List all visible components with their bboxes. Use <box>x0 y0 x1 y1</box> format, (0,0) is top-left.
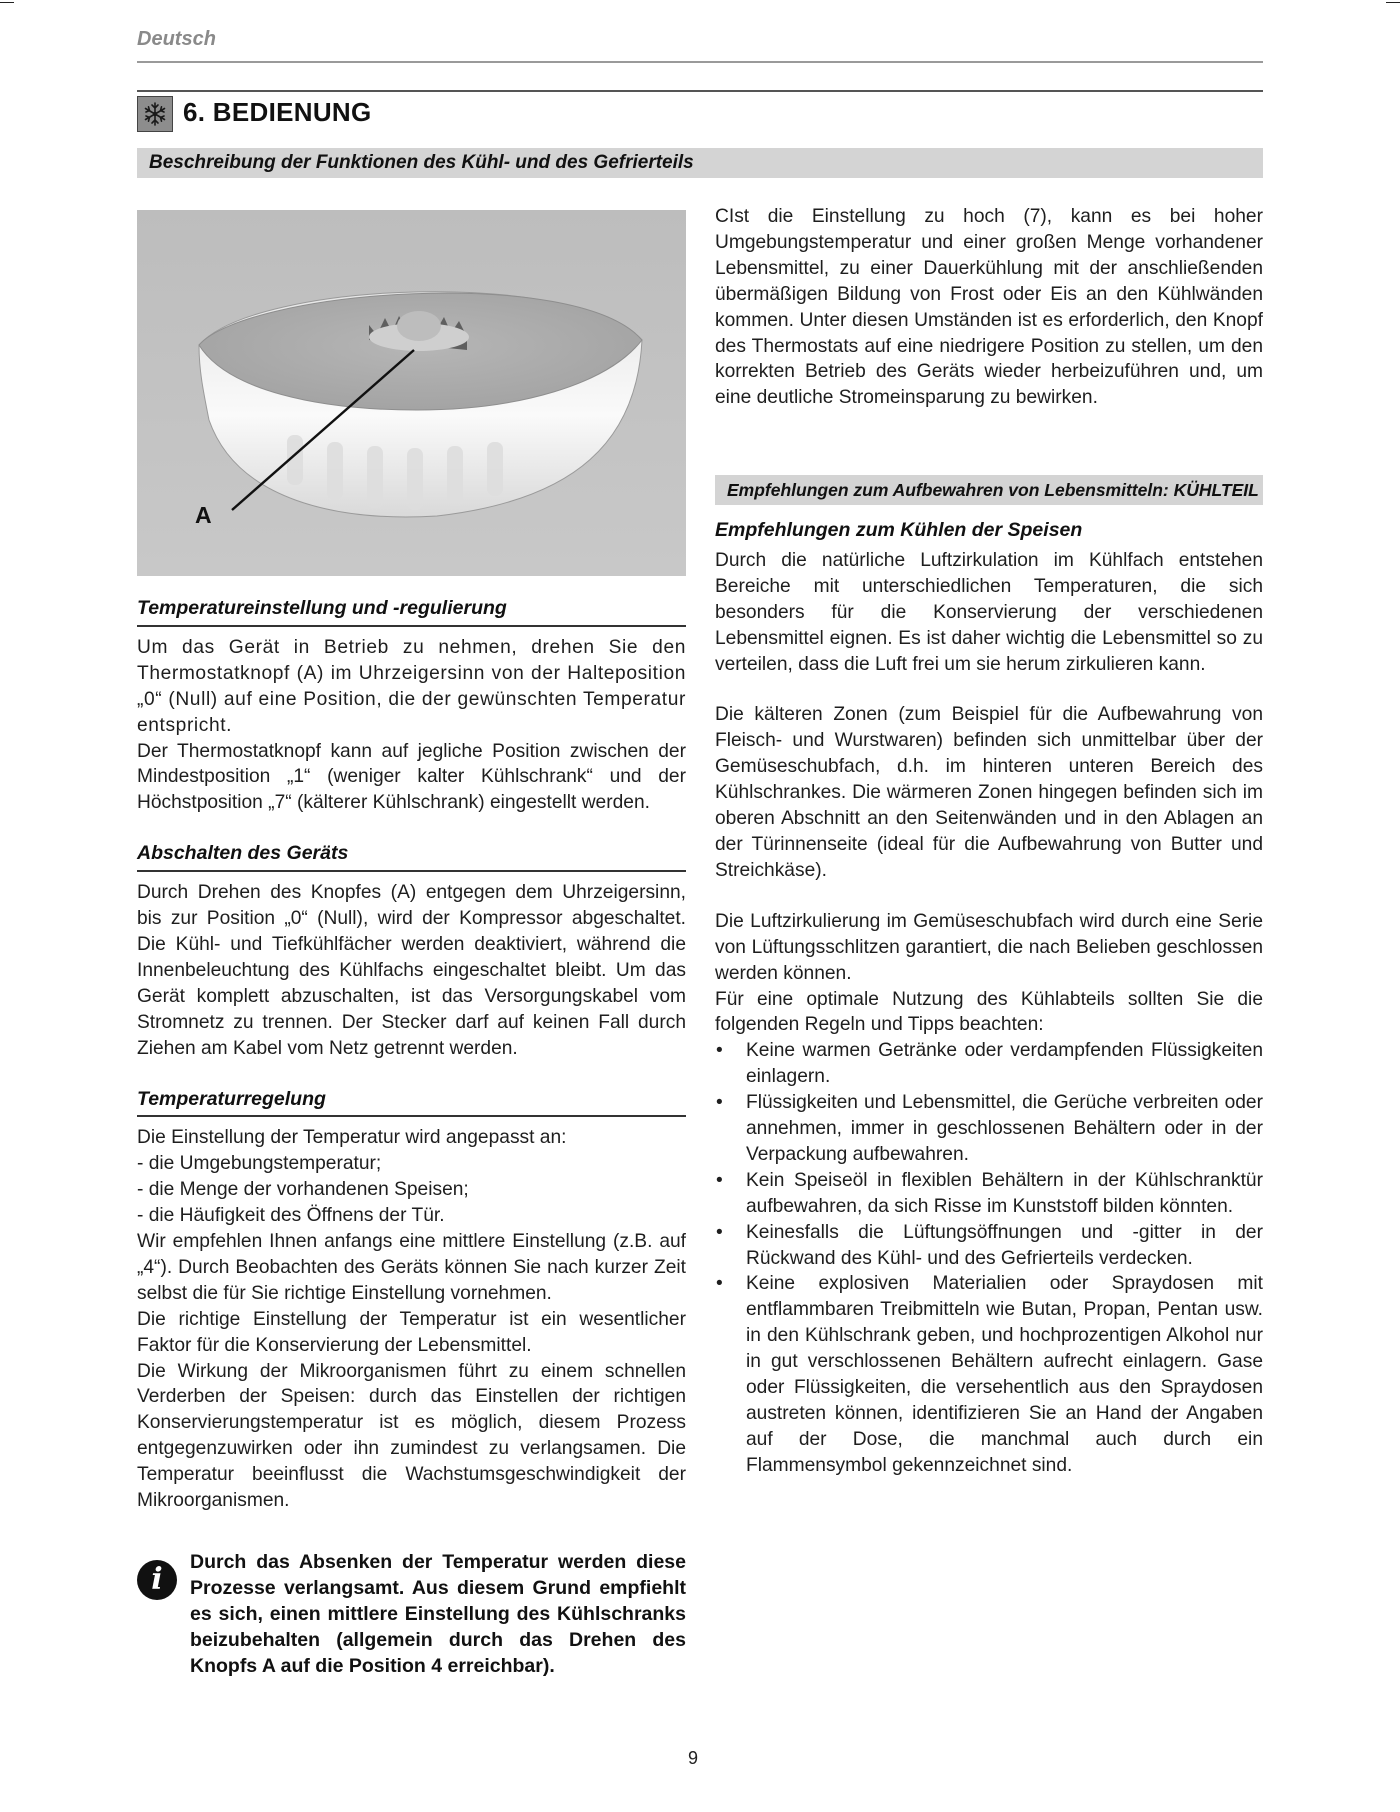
temperature-control-line-2: - die Umgebungstemperatur; <box>137 1153 382 1175</box>
temperature-control-text-1: Wir empfehlen Ihnen anfangs eine mittlere Einstellung (z.B. auf „4“). Durch Beobachten des Geräts können Sie nach kurzer Zeit selbst die für Sie richtige Einstellung vornehmen. <box>137 1231 686 1304</box>
header-divider <box>137 61 1263 63</box>
page-number: 9 <box>688 1748 699 1768</box>
heading-cooling-recommendations: Empfehlungen zum Kühlen der Speisen <box>715 519 1083 541</box>
heading-temperature-setting: Temperatureinstellung und -regulierung <box>137 596 686 627</box>
temperature-control-line-1: Die Einstellung der Temperatur wird angepasst an: <box>137 1127 567 1149</box>
cooling-text-4: Für eine optimale Nutzung des Kühlabteils sollten Sie die folgenden Regeln und Tipps beachten: <box>715 988 1263 1036</box>
section-title: 6. BEDIENUNG <box>183 97 372 127</box>
temperature-control-text-3: Die Wirkung der Mikroorganismen führt zu einem schnellen Verderben der Speisen: durch das Einstellen der richtigen Konservierungstemperatur ist es möglich, diesem Prozess entgegenzuwirken oder ihn zumindest zu verlangsamen. Die Temperatur beeinflusst die Wachstumsgeschwindigkeit der Mikroorganismen. <box>137 1360 686 1512</box>
spacer <box>137 816 686 841</box>
tips-list <box>715 1038 1263 1478</box>
storage-recommendations-title: Empfehlungen zum Aufbewahren von Lebensmitteln: KÜHLTEIL <box>727 479 1259 500</box>
list-item: • Kein Speiseöl in flexiblen Behältern in der Kühlschranktür aufbewahren, da sich Risse im Kunststoff bilden könnten. <box>715 1168 1263 1220</box>
crop-mark-right <box>1386 2 1400 3</box>
list-item: • Keinesfalls die Lüftungsöffnungen und -gitter in der Rückwand des Kühl- und des Gefrierteils verdecken. <box>715 1220 1263 1272</box>
crop-mark-left <box>0 2 14 3</box>
left-column <box>137 596 686 1514</box>
switch-off-text: Durch Drehen des Knopfes (A) entgegen dem Uhrzeigersinn, bis zur Position „0“ (Null), wird der Kompressor abgeschaltet. Die Kühl- und Tiefkühlfächer werden deaktiviert, während die Innenbeleuchtung des Kühlfachs eingeschaltet bleibt. Um das Gerät komplett abzuschalten, ist das Versorgungskabel vom Stromnetz zu trennen. Der Stecker darf auf keinen Fall durch Ziehen am Kabel vom Netz getrennt werden. <box>137 882 686 1059</box>
heading-switch-off: Abschalten des Geräts <box>137 841 686 872</box>
cooling-text-1: Durch die natürliche Luftzirkulation im Kühlfach entstehen Bereiche mit unterschiedlichen Temperaturen, die sich besonders für die Konservierung der verschiedenen Lebensmittel eignen. Es ist daher wichtig die Lebensmittel so zu verteilen, dass die Luft frei um sie herum zirkulieren kann. <box>715 549 1263 675</box>
snowflake-icon <box>137 96 173 132</box>
storage-recommendations-band <box>715 475 1263 505</box>
heading-temperature-control: Temperaturregelung <box>137 1087 686 1118</box>
right-column-intro <box>715 204 1263 411</box>
temperature-control-line-4: - die Häufigkeit des Öffnens der Tür. <box>137 1205 445 1227</box>
right-column <box>715 518 1263 1479</box>
spacer <box>715 677 1263 702</box>
list-item: • Keine explosiven Materialien oder Spraydosen mit entflammbaren Treibmitteln wie Butan, Propan, Pentan usw. in den Kühlschrank geben, und hochprozentigen Alkohol nur in gut verschlossenen Behältern aufrecht einlagern. Gase oder Flüssigkeiten, die versehentlich aus den Spraydosen austreten können, identifizieren Sie an Hand der Angaben auf der Dose, die manchmal auch durch ein Flammensymbol gekennzeichnet sind. <box>715 1271 1263 1478</box>
temperature-setting-text-2: Der Thermostatknopf kann auf jegliche Position zwischen der Mindestposition „1“ (weniger kalter Kühlschrank“ und der Höchstposition „7“ (kälterer Kühlschrank) eingestellt werden. <box>137 740 686 814</box>
figure-label-a: A <box>195 502 212 528</box>
header-language: Deutsch <box>137 28 216 50</box>
info-note-text: Durch das Absenken der Temperatur werden diese Prozesse verlangsamt. Aus diesem Grund empfiehlt es sich, einen mittlere Einstellung des Kühlschranks beizubehalten (allgemein durch das Drehen des Knopfs A auf die Position 4 erreichbar). <box>190 1551 686 1677</box>
spacer <box>137 1062 686 1087</box>
cooling-text-2: Die kälteren Zonen (zum Beispiel für die Aufbewahrung von Fleisch- und Wurstwaren) befinden sich unmittelbar über der Gemüseschubfach, d.h. im hinteren unteren Bereich des Kühlschrankes. Die wärmeren Zonen hingegen befinden sich im oberen Abschnitt an den Seitenwänden und in den Ablagen an der Türinnenseite (ideal für die Aufbewahrung von Butter und Streichkäse). <box>715 704 1263 881</box>
spacer <box>715 884 1263 909</box>
section-subtitle-band <box>137 148 1263 178</box>
list-item: • Keine warmen Getränke oder verdampfenden Flüssigkeiten einlagern. <box>715 1038 1263 1090</box>
thermostat-figure <box>137 210 686 576</box>
section-subtitle: Beschreibung der Funktionen des Kühl- und des Gefrierteils <box>149 152 694 173</box>
info-icon: i <box>137 1560 177 1600</box>
section-divider <box>137 90 1263 92</box>
high-setting-warning-text: CIst die Einstellung zu hoch (7), kann es bei hoher Umgebungstemperatur und einer großen Menge vorhandener Lebensmittel, zu einer Dauerkühlung mit der anschließenden übermäßigen Bildung von Frost oder Eis an den Kühlwänden kommen. Unter diesen Umständen ist es erforderlich, den Knopf des Thermostats auf eine niedrigere Position zu stellen, um den korrekten Betrieb des Geräts wieder herbeizuführen und, um eine deutliche Stromeinsparung zu bewirken. <box>715 206 1263 409</box>
temperature-control-line-3: - die Menge der vorhandenen Speisen; <box>137 1179 469 1201</box>
list-item: • Flüssigkeiten und Lebensmittel, die Gerüche verbreiten oder annehmen, immer in geschlossenen Behältern oder in der Verpackung aufbewahren. <box>715 1090 1263 1168</box>
temperature-setting-text-1: Um das Gerät in Betrieb zu nehmen, drehen Sie den Thermostatknopf (A) im Uhrzeigersinn von der Halteposition „0“ (Null) auf eine Position, die der gewünschten Temperatur entspricht. <box>137 636 686 736</box>
cooling-text-3: Die Luftzirkulierung im Gemüseschubfach wird durch eine Serie von Lüftungsschlitzen garantiert, die nach Belieben geschlossen werden können. <box>715 910 1263 984</box>
temperature-control-text-2: Die richtige Einstellung der Temperatur ist ein wesentlicher Faktor für die Konservierung der Lebensmittel. <box>137 1308 686 1356</box>
